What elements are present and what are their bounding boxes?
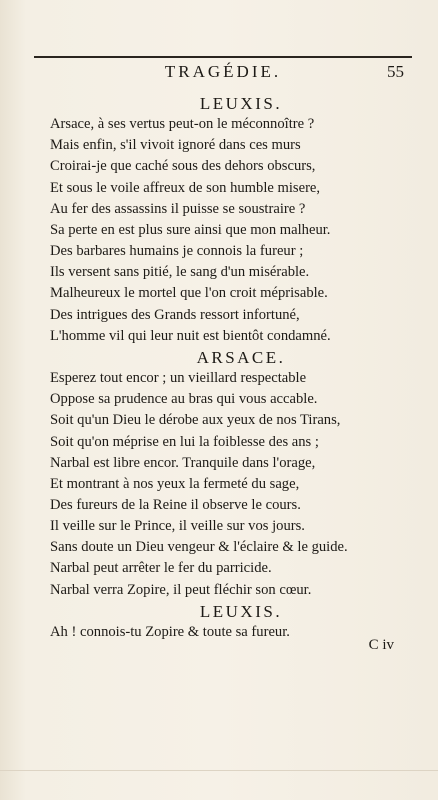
verse-line: Sans doute un Dieu vengeur & l'éclaire & le guide.: [50, 539, 348, 556]
page-header: [34, 52, 412, 82]
verse-line: Soit qu'on méprise en lui la foiblesse des ans ;: [50, 433, 319, 450]
verse-line: Et sous le voile affreux de son humble misere,: [50, 179, 321, 196]
page-number: 55: [387, 62, 404, 81]
verse-line: Narbal peut arrêter le fer du parricide.: [50, 560, 272, 577]
verse-line: Il veille sur le Prince, il veille sur vos jours.: [50, 518, 305, 535]
verse-line: Ah ! connois-tu Zopire & toute sa fureur.: [50, 623, 290, 640]
header-rule: [34, 56, 412, 58]
verse-line: Arsace, à ses vertus peut-on le méconnoître ?: [50, 116, 315, 133]
running-head: TRAGÉDIE.: [164, 62, 282, 81]
verse-line: Croirai-je que caché sous des dehors obscurs,: [50, 158, 316, 175]
speaker-name: LEUXIS.: [199, 601, 283, 621]
play-text: [50, 93, 410, 643]
verse-line: Au fer des assassins il puisse se soustraire ?: [50, 200, 306, 217]
verse-line: Sa perte en est plus sure ainsi que mon malheur.: [50, 221, 331, 238]
page-bottom-edge: [0, 770, 438, 771]
verse-line: Narbal est libre encor. Tranquile dans l'orage,: [50, 454, 316, 471]
speaker-name: LEUXIS.: [199, 94, 283, 113]
verse-line: L'homme vil qui leur nuit est bientôt condamné.: [50, 327, 331, 344]
verse-line: Narbal verra Zopire, il peut fléchir son cœur.: [50, 581, 312, 598]
verse-line: Mais enfin, s'il vivoit ignoré dans ces murs: [50, 137, 301, 154]
verse-line: Et montrant à nos yeux la fermeté du sage,: [50, 475, 300, 492]
verse-line: Oppose sa prudence au bras qui vous accable.: [50, 391, 318, 408]
verse-line: Esperez tout encor ; un vieillard respectable: [50, 370, 307, 387]
speaker-name: ARSACE.: [196, 347, 286, 367]
verse-line: Soit qu'un Dieu le dérobe aux yeux de nos Tirans,: [50, 412, 341, 429]
verse-line: Des barbares humains je connois la fureur ;: [50, 243, 304, 260]
verse-line: Ils versent sans pitié, le sang d'un misérable.: [50, 264, 310, 281]
verse-line: Des intrigues des Grands ressort infortuné,: [50, 306, 300, 323]
verse-line: Malheureux le mortel que l'on croit méprisable.: [50, 285, 328, 302]
signature-mark: C iv: [368, 637, 394, 653]
verse-line: Des fureurs de la Reine il observe le cours.: [50, 496, 301, 513]
